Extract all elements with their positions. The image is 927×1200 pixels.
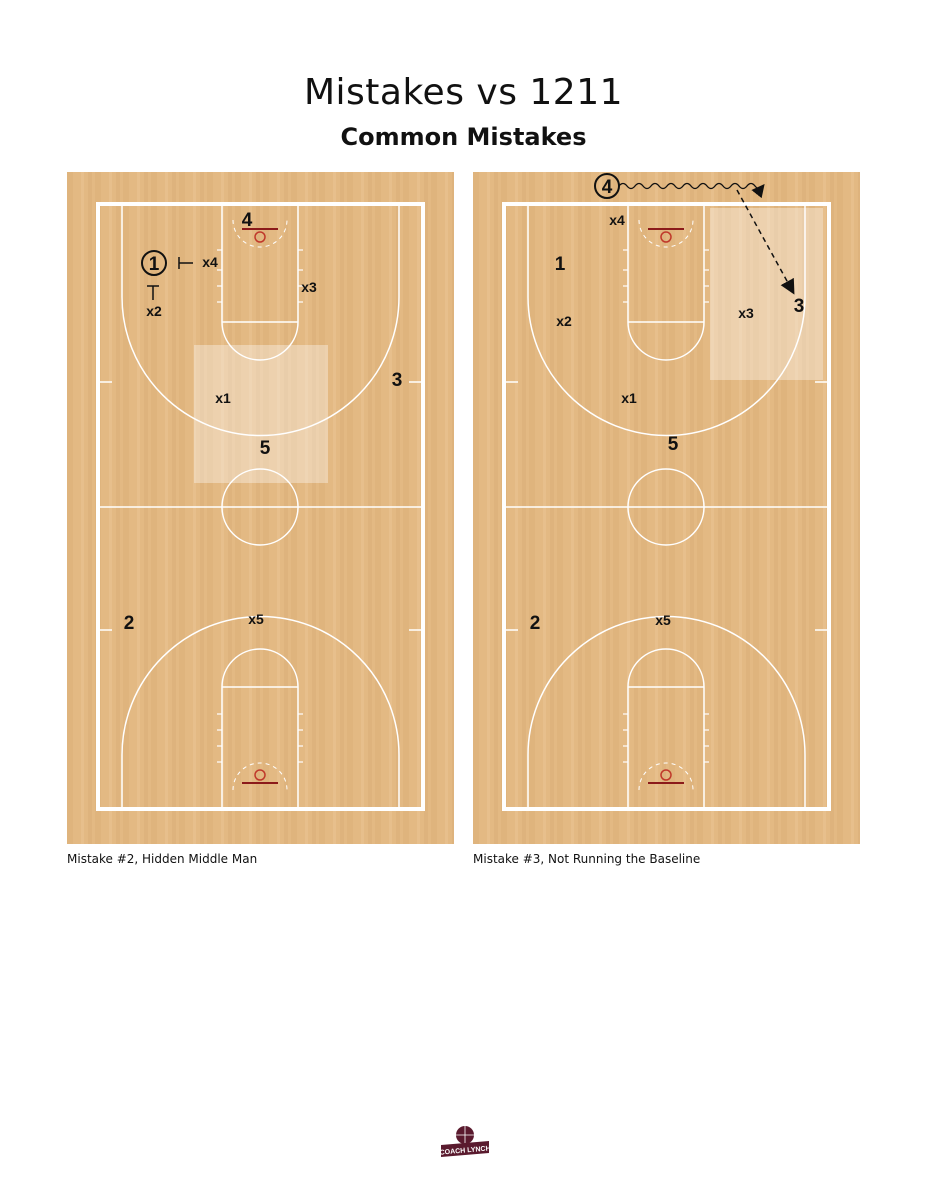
player-1: 1 [554, 254, 566, 275]
player-5: 5 [667, 434, 679, 455]
highlight-zone [194, 345, 328, 483]
diagram-caption-1: Mistake #2, Hidden Middle Man [67, 852, 258, 866]
defender-x3: x3 [738, 305, 754, 321]
defender-x4: x4 [609, 212, 625, 228]
defender-x1: x1 [621, 390, 637, 406]
court-diagram-1 [67, 172, 454, 844]
defender-x2: x2 [146, 303, 162, 319]
player-1: 1 [148, 254, 160, 275]
defender-x5: x5 [655, 612, 671, 628]
player-3: 3 [391, 370, 403, 391]
court-diagram-2 [473, 172, 860, 844]
defender-x1: x1 [215, 390, 231, 406]
page-title: Mistakes vs 1211 [303, 72, 624, 113]
defender-x2: x2 [556, 313, 572, 329]
court-floor [67, 172, 454, 844]
diagram-caption-2: Mistake #3, Not Running the Baseline [473, 852, 701, 866]
coach-lynch-logo [437, 1124, 493, 1160]
player-4: 4 [601, 177, 613, 198]
player-2: 2 [529, 613, 541, 634]
defender-x3: x3 [301, 279, 317, 295]
highlight-zone [710, 208, 823, 380]
player-3: 3 [793, 296, 805, 317]
defender-x5: x5 [248, 611, 264, 627]
defender-x4: x4 [202, 254, 218, 270]
player-5: 5 [259, 438, 271, 459]
svg-text:COACH LYNCH: COACH LYNCH [439, 1145, 491, 1157]
player-2: 2 [123, 613, 135, 634]
player-4: 4 [241, 210, 253, 231]
page-subtitle: Common Mistakes [340, 123, 587, 151]
